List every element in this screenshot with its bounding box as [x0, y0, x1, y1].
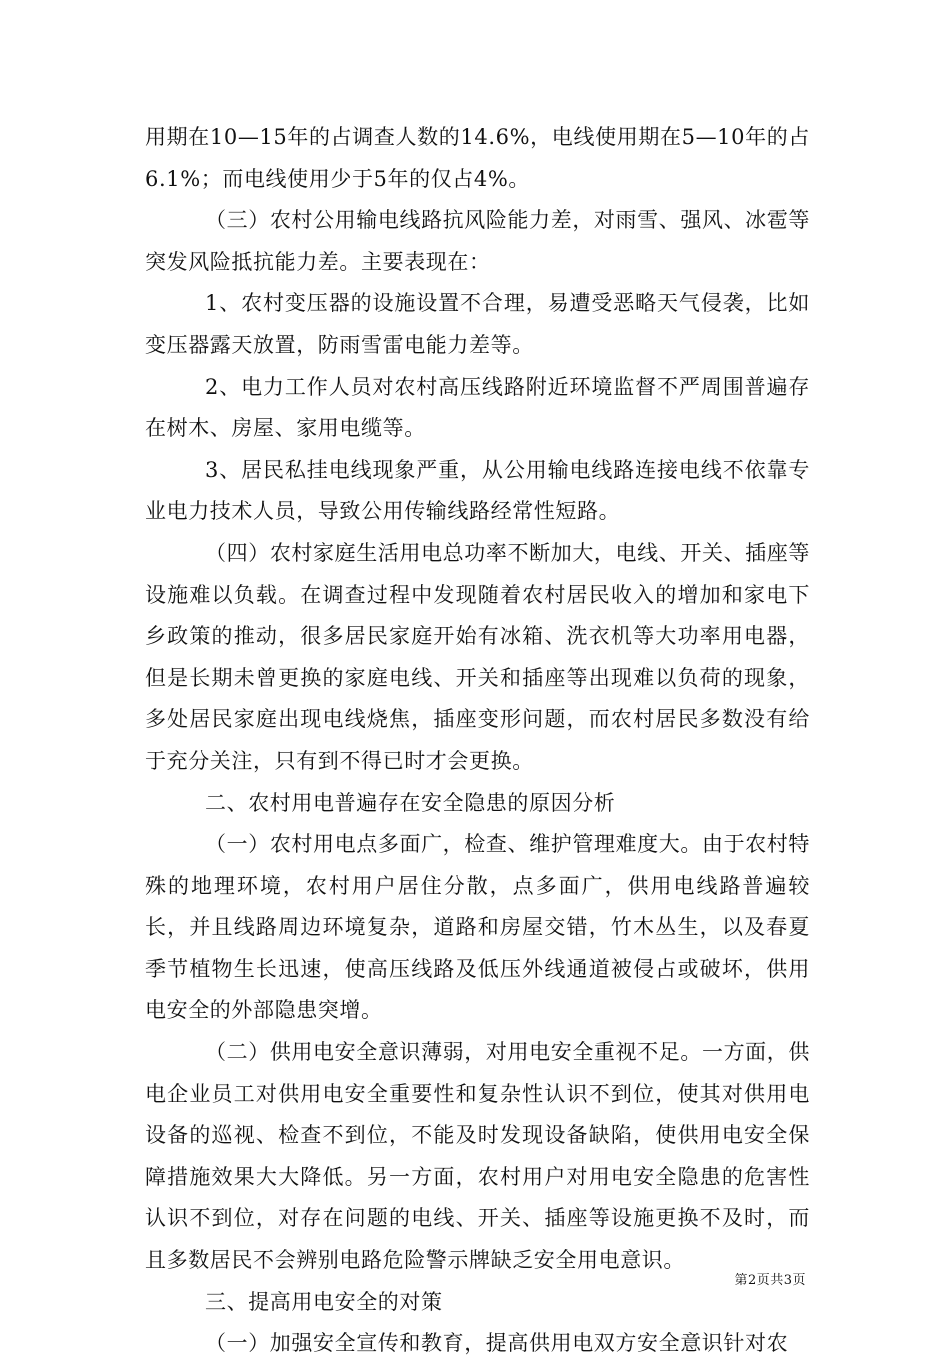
paragraph-continuation: 用期在10—15年的占调查人数的14.6%，电线使用期在5—10年的占6.1%；而电线使用少于5年的仅占4%。: [145, 125, 810, 191]
paragraph-section-3: （三）农村公用输电线路抗风险能力差，对雨雪、强风、冰雹等突发风险抵抗能力差。主要表现在：: [145, 208, 810, 274]
heading-cause-analysis: 二、农村用电普遍存在安全隐患的原因分析: [205, 790, 616, 815]
paragraph-cause-2: （二）供用电安全意识薄弱，对用电安全重视不足。一方面，供电企业员工对供用电安全重要性和复杂性认识不到位，使其对供用电设备的巡视、检查不到位，不能及时发现设备缺陷，使供用电安全保障措施效果大大降低。另一方面，农村用户对用电安全隐患的危害性认识不到位，对存在问题的电线、开关、插座等设施更换不及时，而且多数居民不会辨别电路危险警示牌缺乏安全用电意识。: [145, 1040, 810, 1273]
heading-countermeasures: 三、提高用电安全的对策: [205, 1289, 443, 1314]
paragraph-cause-1: （一）农村用电点多面广，检查、维护管理难度大。由于农村特殊的地理环境，农村用户居住分散，点多面广，供用电线路普遍较长，并且线路周边环境复杂，道路和房屋交错，竹木丛生，以及春夏季节植物生长迅速，使高压线路及低压外线通道被侵占或破坏，供用电安全的外部隐患突增。: [145, 832, 810, 1023]
paragraph-item-3: 3、居民私挂电线现象严重，从公用输电线路连接电线不依靠专业电力技术人员，导致公用传输线路经常性短路。: [145, 457, 810, 524]
paragraph-item-1: 1、农村变压器的设施设置不合理，易遭受恶略天气侵袭，比如变压器露天放置，防雨雪雷电能力差等。: [145, 291, 810, 357]
page-number-footer: 第2页共3页: [734, 1273, 806, 1288]
paragraph-section-4: （四）农村家庭生活用电总功率不断加大，电线、开关、插座等设施难以负载。在调查过程中发现随着农村居民收入的增加和家电下乡政策的推动，很多居民家庭开始有冰箱、洗衣机等大功率用电器，但是长期未曾更换的家庭电线、开关和插座等出现难以负荷的现象，多处居民家庭出现电线烧焦，插座变形问题，而农村居民多数没有给于充分关注，只有到不得已时才会更换。: [145, 540, 810, 773]
document-body: [145, 117, 810, 1365]
paragraph-item-2: 2、电力工作人员对农村高压线路附近环境监督不严周围普遍存在树木、房屋、家用电缆等。: [145, 374, 810, 441]
paragraph-countermeasure-1: （一）加强安全宣传和教育，提高供用电双方安全意识针对农: [205, 1331, 789, 1356]
